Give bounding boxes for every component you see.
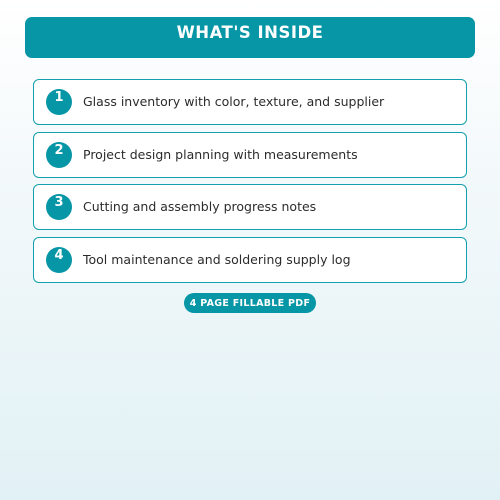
list-item-text: Glass inventory with color, texture, and supplier bbox=[83, 94, 385, 109]
list-item bbox=[33, 184, 467, 230]
number-badge: 4 bbox=[46, 247, 72, 273]
page-title: WHAT'S INSIDE bbox=[176, 23, 324, 42]
number-badge: 2 bbox=[46, 142, 72, 168]
list-item-text: Cutting and assembly progress notes bbox=[83, 199, 317, 214]
format-badge: 4 PAGE FILLABLE PDF bbox=[184, 293, 316, 313]
header-banner bbox=[25, 17, 475, 58]
list-item bbox=[33, 132, 467, 178]
list-item bbox=[33, 79, 467, 125]
number-badge: 1 bbox=[46, 89, 72, 115]
number-badge: 3 bbox=[46, 194, 72, 220]
list-item-text: Project design planning with measurements bbox=[83, 147, 358, 162]
list-item bbox=[33, 237, 467, 283]
list-item-text: Tool maintenance and soldering supply log bbox=[83, 252, 351, 267]
